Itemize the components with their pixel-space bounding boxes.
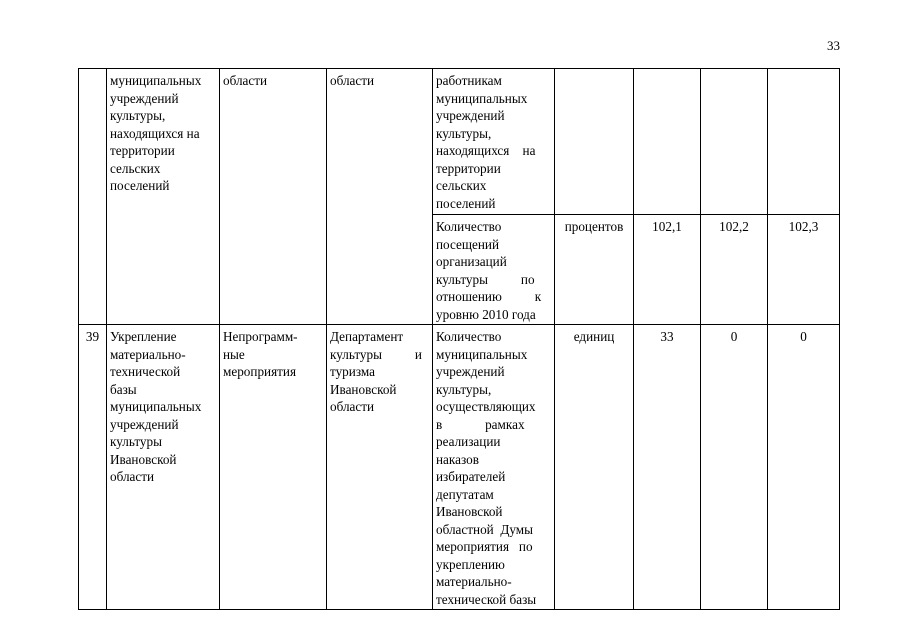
- text-line: Ивановской: [436, 504, 503, 519]
- text-line: культуры и: [330, 346, 422, 362]
- text-line: культуры по: [436, 271, 535, 287]
- cell-program: области: [220, 69, 327, 325]
- cell-program: [220, 325, 327, 610]
- text-line: Непрограмм-: [223, 329, 298, 344]
- text-line: базы: [110, 381, 137, 397]
- cell-value-empty: [768, 69, 840, 215]
- text-line: укреплению: [436, 556, 505, 572]
- table-row-39: [79, 325, 840, 610]
- text-line: территории: [110, 143, 175, 158]
- text-line: областной Думы: [436, 521, 533, 537]
- text-line: уровню 2010 года: [436, 306, 536, 322]
- table-row-continuation-1: [79, 69, 840, 215]
- cell-value-empty: [634, 69, 701, 215]
- text-line: находящихся на: [436, 143, 536, 158]
- text-line: наказов: [436, 451, 479, 467]
- cell-number-empty: [79, 69, 107, 325]
- text-line: организаций: [436, 254, 507, 269]
- cell-number: 39: [79, 325, 107, 610]
- text-line: посещений: [436, 236, 500, 252]
- text-line: муниципальных: [110, 73, 202, 88]
- text-line: поселений: [110, 178, 170, 193]
- text-line: Департамент: [330, 329, 404, 344]
- cell-value-year2: 102,2: [701, 215, 768, 325]
- text-line: сельских: [110, 160, 161, 176]
- text-line: муниципальных: [436, 90, 528, 106]
- text-line: осуществляющих: [436, 399, 536, 414]
- text-line: учреждений: [110, 90, 179, 106]
- cell-value-year1: 33: [634, 325, 701, 610]
- text-line: культуры,: [110, 108, 166, 123]
- text-line: депутатам: [436, 486, 494, 502]
- text-line: Ивановской: [110, 451, 177, 467]
- cell-unit-empty: [555, 69, 634, 215]
- cell-executor: области: [327, 69, 433, 325]
- text-line: поселений: [436, 195, 496, 211]
- cell-value-year3: 102,3: [768, 215, 840, 325]
- text-line: мероприятия: [223, 364, 297, 379]
- text-line: учреждений: [436, 108, 505, 123]
- cell-executor: [327, 325, 433, 610]
- text-line: технической базы: [436, 591, 537, 607]
- page-number: 33: [827, 38, 840, 53]
- text-line: отношению к: [436, 289, 542, 304]
- text-line: работникам: [436, 73, 502, 88]
- text-line: области: [330, 399, 375, 414]
- cell-event-name: [107, 325, 220, 610]
- text-line: реализации: [436, 434, 501, 449]
- cell-value-year3: 0: [768, 325, 840, 610]
- text-line: территории: [436, 160, 501, 176]
- cell-value-empty: [701, 69, 768, 215]
- text-line: муниципальных: [436, 346, 528, 362]
- text-line: мероприятия по: [436, 539, 533, 554]
- cell-indicator: [433, 215, 555, 325]
- text-line: материально-: [436, 574, 512, 589]
- text-line: сельских: [436, 178, 487, 193]
- text-line: культуры: [110, 434, 162, 449]
- text-line: культуры,: [436, 125, 492, 141]
- text-line: культуры,: [436, 381, 492, 397]
- cell-event-name: [107, 69, 220, 325]
- text-line: туризма: [330, 364, 375, 379]
- cell-value-year1: 102,1: [634, 215, 701, 325]
- text-line: избирателей: [436, 469, 506, 484]
- text-line: Количество: [436, 329, 502, 344]
- cell-value-year2: 0: [701, 325, 768, 610]
- cell-unit: единиц: [555, 325, 634, 610]
- program-table: [78, 68, 840, 610]
- text-line: материально-: [110, 346, 186, 362]
- cell-unit: процентов: [555, 215, 634, 325]
- text-line: ные: [223, 346, 245, 362]
- text-line: находящихся на: [110, 125, 200, 141]
- cell-indicator: [433, 69, 555, 215]
- text-line: муниципальных: [110, 399, 202, 414]
- text-line: учреждений: [436, 364, 505, 379]
- cell-indicator: [433, 325, 555, 610]
- text-line: области: [110, 469, 155, 484]
- text-line: Ивановской: [330, 381, 397, 397]
- text-line: технической: [110, 364, 181, 379]
- text-line: Укрепление: [110, 329, 177, 344]
- text-line: Количество: [436, 219, 502, 234]
- text-line: в рамках: [436, 416, 525, 432]
- text-line: учреждений: [110, 416, 179, 432]
